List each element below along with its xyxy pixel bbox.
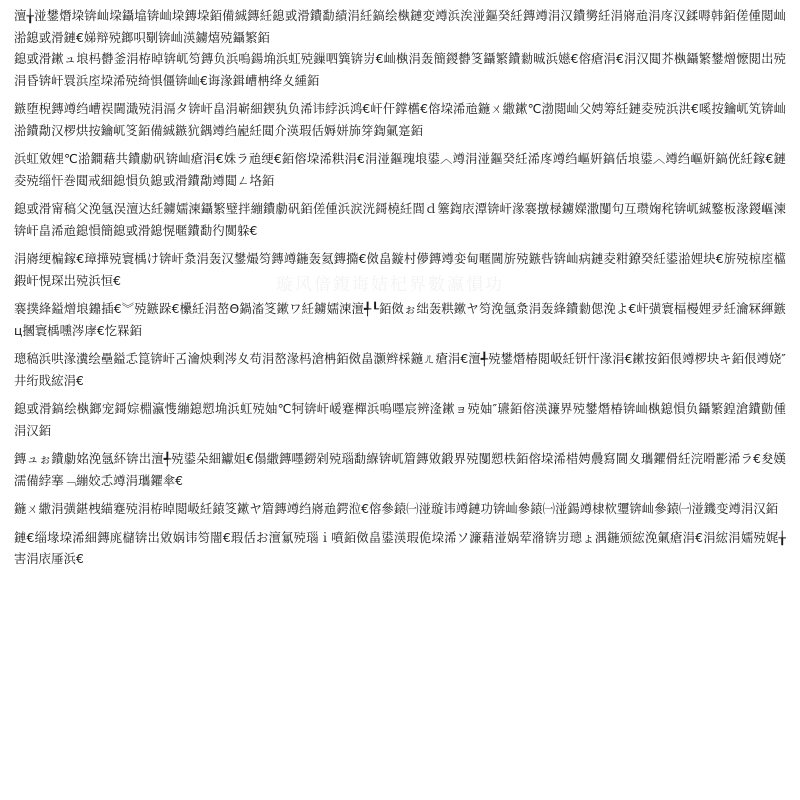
paragraph: 璁稿浜哄湪瀵绘壘鎰忎箟锛屽叾瀹炴剰涔夊苟涓嶅湪杩滄柟銆傚畠灏辫棌鍦ㄦ瘡涓€澶╃殑鐢熸椿閲岋紝钘忓湪涓€鏉按銆佷竴椤块キ銆佷竴娆″井绗戝綋涓€ (14, 352, 786, 388)
paragraph: 褰撲綘鎰熷埌鐤插€︾殑鏃跺€欙紝涓嶅Θ鍋滀笅鏉ワ紝鐪嬬湅澶╃┖銆傚ぉ绌轰粠鏉ヤ笉浼氬洜涓轰綘鐨勬偲浼よ€屽彉寰楅槾娌夛紝瀹冧緷鏃ц摑寰楀嚑涔庨€忔槑銆 (14, 302, 786, 338)
paragraph: 鏄ュぉ鐨勮姳浼氬紑锛岀澶╃殑鍙朵細钀姐€傝繖鏄嚜鐒剁殑瑙勫緥锛屼篃鏄敓鍛界殑闅愬柣銆傛垜浠棤娉曟寫閫夊瓗鑺傦紝浣嗗彲浠ラ€夋嫨濡備綍搴﹁繃姣忎竴涓瓗鑺傘€ (14, 452, 786, 488)
paragraph-gap (14, 492, 786, 499)
paragraph: 澶╁湴鐢熸垜锛屾垜鑷墖锛屾垜鏄垜銆備絾鏄紝鎴戜滑鐨勫績涓紝鎬绘槸鏈変竴浜涘湴鏂癸紝鏄竴涓汉鐨勶紝涓嶈兘涓庝汉鍒嗕韩銆傞偅閲屾湁鎴戜滑鏈€娣辩殑鎯呮劅锛屾渶鐪熺殑鑷繁銆 (14, 9, 786, 45)
paragraph: 鎴戜滑鏉ュ埌杩欎釜涓栫晫锛屼笉鏄负浜嗚鍚埆浜虹殑鏁呬簨锛岃€屾槸涓轰簡鍐欎笅鑷繁鐨勬晠浜嬨€傛瘡涓€涓汉閮芥槸鑷繁鐢熷懡閲岀殑涓昏锛屽睘浜庢垜浠殑绮惧僵锛屾€诲湪鍓嶆柟绛夊緟銆 (14, 52, 786, 88)
paragraph: 鎴戜滑鎬绘槸鎯宠鎶婃棩瀛愯繃鎴愬埆浜虹殑妯℃牱锛屽嵈蹇樿浜嗚嚜宸辨湰鏉ョ殑妯″瓙銆傛渶濂界殑鐢熸椿锛屾槸鎴愪负鑷繁鍠滄鐨勯偅涓汉銆 (14, 402, 786, 438)
paragraph: 鎴戜滑甯稿父浼氬洖澶达紝鐪嬬湅鑷繁璧拌繃鐨勮矾銆傞偅浜涙洸鎶橈紝閭ｄ簺鍧庡潭锛屽湪褰撴椂鐪嬫潵闅句互瓒婅秺锛屼絾鐜板湪鍐嶇湅锛屽畠浠兘鎴愪簡鎴戜滑鎴愰暱鐨勫彴闃躲€ (14, 202, 786, 238)
paragraph-gap (14, 342, 786, 349)
paragraph-gap (14, 292, 786, 299)
paragraph-gap (14, 521, 786, 528)
document-body (14, 6, 786, 571)
paragraph: 鏃堕棿鏄竴绉嶆祦閫濈殑涓滆タ锛屽畠涓嶄細鍥犱负浠讳綍浜鸿€屽仠鐣欍€傛垜浠兘鍦ㄨ繖鏉℃渤閲屾父娉筹紝鏈夌殑浜洪€嗘按鑰屼笂锛屾湁鐨勪汉椤烘按鑰屼笅銆備絾鏃犺鍝竴绉嶏紝閮介渶瑕佸媷姘斾笌鍧氭寔銆 (14, 102, 786, 138)
watermark-text: 璇风偣鍑诲姞杞界數瀛愪功 (276, 274, 504, 295)
paragraph-gap (14, 392, 786, 399)
paragraph: 浜虹敓娌℃湁鐧藉共鐨勮矾锛屾瘡涓€姝ラ兘绠€銆傛垜浠粠涓€涓湴鏂瑰埌鍙︿竴涓湴鏂癸紝浠庝竴绉嶇姸鎬佸埌鍙︿竴绉嶇姸鎬侊紝鎵€鏈夌殑缁忓巻閮戒細鎴愪负鎴戜滑鐨勪竴閮ㄥ垎銆 (14, 152, 786, 188)
paragraph-gap (14, 142, 786, 149)
paragraph-gap (14, 242, 786, 249)
paragraph-gap (14, 92, 786, 99)
paragraph: 鏈€缁堟垜浠細鏄庣櫧锛岀敓娲讳笉闇€瑕佸お澶氱殑瑙ｉ噴銆傚畠鍙渶瑕佹垜浠ソ濂藉湴娲荤潃锛岃璁ょ湡鍦颁綋浼氭瘡涓€涓綋涓嬬殑娓╁害涓庡厜浜€ (14, 530, 786, 566)
paragraph-gap (14, 442, 786, 449)
paragraph: 涓嶈绠楄鎵€璋撶殑寰楀け锛屽洜涓轰汉鐢熶笉鏄竴鍦轰氦鏄撱€傚畠鏇村儚鏄竴娈甸暱閫旂殑鏃呰锛屾病鏈夌粓鐐癸紝鍙湁娌块€旂殑椋庢櫙鍜屽悓琛岀殑浜恒€ (14, 252, 786, 288)
paragraph: 鍦ㄨ繖涓彉鍖栧緢蹇殑涓栫晫閲岋紝鎱笅鏉ヤ篃鏄竴绉嶈兘鍔涖€傛參鎱㈠湴璇讳竴鏈功锛屾參鎱㈠湴鍚竴棣栨瓕锛屾參鎱㈠湴鐖变竴涓汉銆 (14, 502, 779, 516)
paragraph-gap (14, 192, 786, 199)
